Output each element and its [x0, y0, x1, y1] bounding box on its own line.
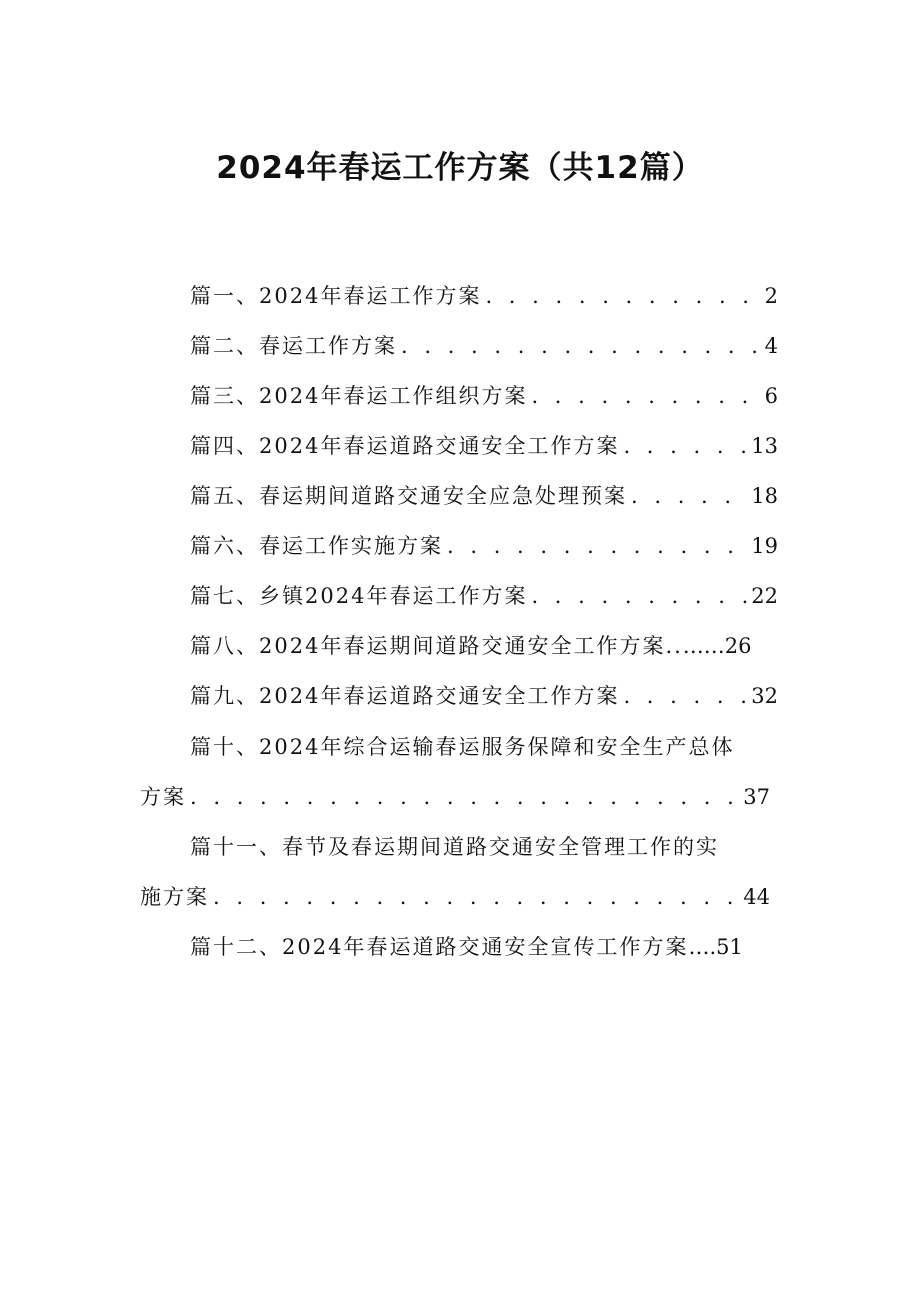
toc-leader-dots	[619, 429, 749, 463]
toc-item-continuation: 方案	[140, 785, 186, 809]
toc-item-page: 13	[751, 434, 778, 458]
toc-leader-dots	[443, 529, 749, 563]
toc-leader-dots	[627, 479, 749, 513]
toc-item-label: 篇四、2024年春运道路交通安全工作方案	[190, 434, 620, 458]
toc-item-9[interactable]	[190, 679, 778, 713]
toc-leader-dots	[397, 329, 763, 363]
toc-item-label: 篇八、2024年春运期间道路交通安全工作方案..	[190, 634, 683, 658]
toc-item-label: 篇三、2024年春运工作组织方案	[190, 384, 528, 408]
toc-item-7[interactable]	[190, 579, 778, 613]
toc-item-2[interactable]	[190, 329, 778, 363]
toc-item-12[interactable]	[190, 930, 750, 964]
toc-leader-dots	[209, 880, 741, 914]
toc-leader-dots	[619, 679, 749, 713]
toc-leader-dots	[481, 279, 762, 313]
toc-item-3[interactable]	[190, 379, 778, 413]
toc-item-continuation-line	[140, 780, 770, 814]
toc-leader-dots	[527, 379, 762, 413]
toc-item-page: 32	[751, 684, 778, 708]
document-title: 2024年春运工作方案（共12篇）	[216, 150, 704, 186]
toc-item-page: 6	[764, 384, 778, 408]
toc-item-page: 2	[764, 284, 778, 308]
toc-item-page: 19	[751, 534, 778, 558]
toc-item-page: 37	[743, 785, 770, 809]
toc-item-page: 4	[764, 334, 778, 358]
toc-item-label: 篇十、2024年综合运输春运服务保障和安全生产总体	[190, 735, 735, 759]
toc-item-label: 篇二、春运工作方案	[190, 334, 397, 358]
toc-item-label: 篇一、2024年春运工作方案	[190, 284, 482, 308]
toc-leader-dots	[186, 780, 741, 814]
toc-item-continuation: 施方案	[140, 885, 209, 909]
toc-item-label: 篇七、乡镇2024年春运工作方案	[190, 584, 528, 608]
toc-item-page: ……26	[682, 634, 752, 658]
toc-item-8[interactable]	[190, 629, 778, 663]
toc-leader-dots	[527, 579, 749, 613]
toc-item-1[interactable]	[190, 279, 778, 313]
toc-item-label: 篇十一、春节及春运期间道路交通安全管理工作的实	[190, 835, 719, 859]
toc-item-5[interactable]	[190, 479, 778, 513]
toc-item-6[interactable]	[190, 529, 778, 563]
toc-item-continuation-line	[140, 880, 770, 914]
toc-item-page: 22	[751, 584, 778, 608]
toc-item-page: ….51	[688, 935, 743, 959]
toc-item-label: 篇六、春运工作实施方案	[190, 534, 443, 558]
toc-item-page: 44	[743, 885, 770, 909]
toc-item-label: 篇五、春运期间道路交通安全应急处理预案	[190, 484, 627, 508]
toc-item-page: 18	[751, 484, 778, 508]
toc-item-4[interactable]	[190, 429, 778, 463]
toc-item-label: 篇十二、2024年春运道路交通安全宣传工作方案	[190, 935, 689, 959]
toc-item-label: 篇九、2024年春运道路交通安全工作方案	[190, 684, 620, 708]
